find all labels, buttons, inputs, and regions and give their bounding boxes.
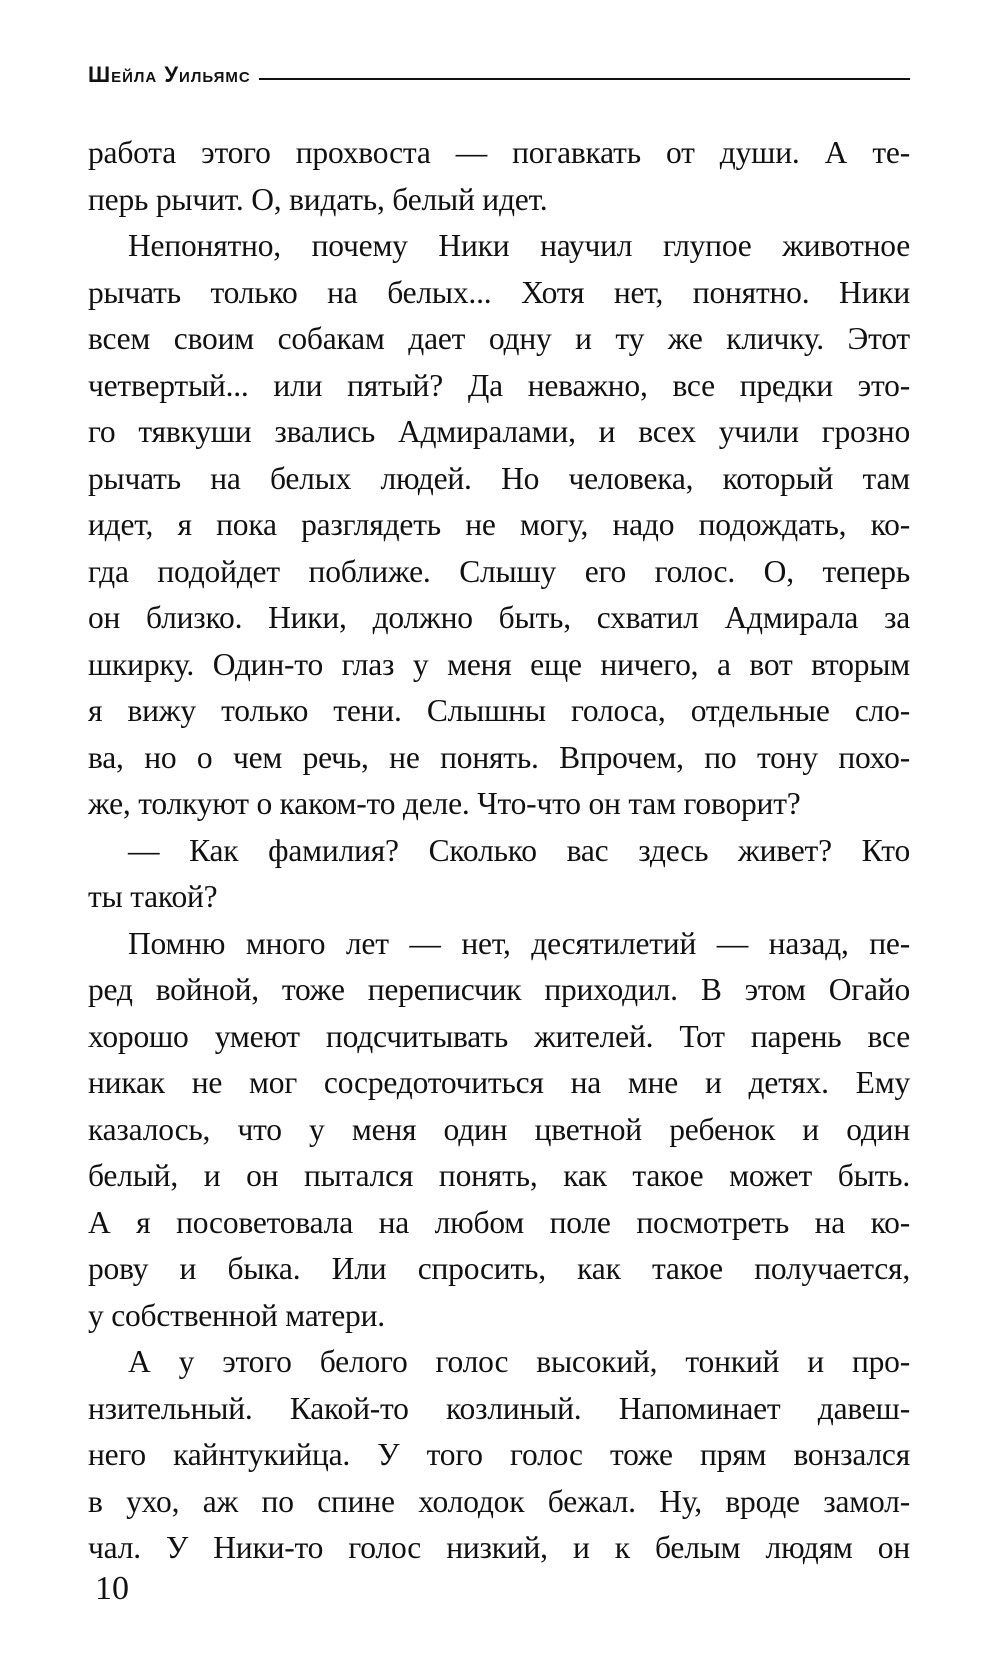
running-head-rule xyxy=(259,78,910,80)
text-line: всем своим собакам дает одну и ту же кличку. Этот xyxy=(88,321,910,356)
text-line: в ухо, аж по спине холодок бежал. Ну, вроде замол- xyxy=(88,1483,910,1519)
running-head xyxy=(88,62,910,88)
text-line: — Как фамилия? Сколько вас здесь живет? Кто xyxy=(128,832,910,868)
text-line: четвертый... или пятый? Да неважно, все предки это- xyxy=(88,367,910,403)
text-line: него кайнтукийца. У того голос тоже прям вонзался xyxy=(88,1437,910,1472)
body-text xyxy=(88,130,910,1572)
text-line: он близко. Ники, должно быть, схватил Адмирала за xyxy=(88,600,910,635)
text-line: работа этого прохвоста — погавкать от души. А те- xyxy=(88,135,910,170)
text-line: Непонятно, почему Ники научил глупое животное xyxy=(128,228,910,263)
text-line: у собственной матери. xyxy=(88,1297,385,1333)
text-line: я вижу только тени. Слышны голоса, отдельные сло- xyxy=(88,693,910,728)
text-line: никак не мог сосредоточиться на мне и детях. Ему xyxy=(88,1065,910,1100)
text-line: ты такой? xyxy=(88,879,218,914)
text-line: идет, я пока разглядеть не могу, надо подождать, ко- xyxy=(88,507,910,542)
text-line: рычать на белых людей. Но человека, который там xyxy=(88,460,910,496)
text-line: го тявкуши звались Адмиралами, и всех учили грозно xyxy=(88,414,910,449)
text-line: гда подойдет поближе. Слышу его голос. О, теперь xyxy=(88,553,910,589)
text-line: казалось, что у меня один цветной ребенок и один xyxy=(88,1111,910,1147)
page-number: 10 xyxy=(95,1570,129,1607)
text-line: белый, и он пытался понять, как такое может быть. xyxy=(88,1158,910,1193)
text-line: А у этого белого голос высокий, тонкий и про- xyxy=(128,1344,910,1379)
text-line: рычать только на белых... Хотя нет, понятно. Ники xyxy=(88,274,910,310)
text-line: ред войной, тоже переписчик приходил. В этом Огайо xyxy=(88,972,910,1007)
text-line: чал. У Ники-то голос низкий, и к белым людям он xyxy=(88,1530,910,1565)
text-line: хорошо умеют подсчитывать жителей. Тот парень все xyxy=(88,1018,910,1054)
text-line: перь рычит. О, видать, белый идет. xyxy=(88,181,548,217)
text-line: шкирку. Один-то глаз у меня еще ничего, а вот вторым xyxy=(88,646,910,682)
text-line: рову и быка. Или спросить, как такое получается, xyxy=(88,1251,910,1286)
text-line: Помню много лет — нет, десятилетий — назад, пе- xyxy=(128,925,910,961)
text-line: нзительный. Какой-то козлиный. Напоминает давеш- xyxy=(88,1390,910,1426)
running-head-author: Шейла Уильямс xyxy=(88,62,251,87)
text-line: же, толкуют о каком-то деле. Что-что он там говорит? xyxy=(88,786,801,821)
text-line: ва, но о чем речь, не понять. Впрочем, по тону похо- xyxy=(88,739,910,775)
text-line: А я посоветовала на любом поле посмотреть на ко- xyxy=(88,1204,910,1240)
